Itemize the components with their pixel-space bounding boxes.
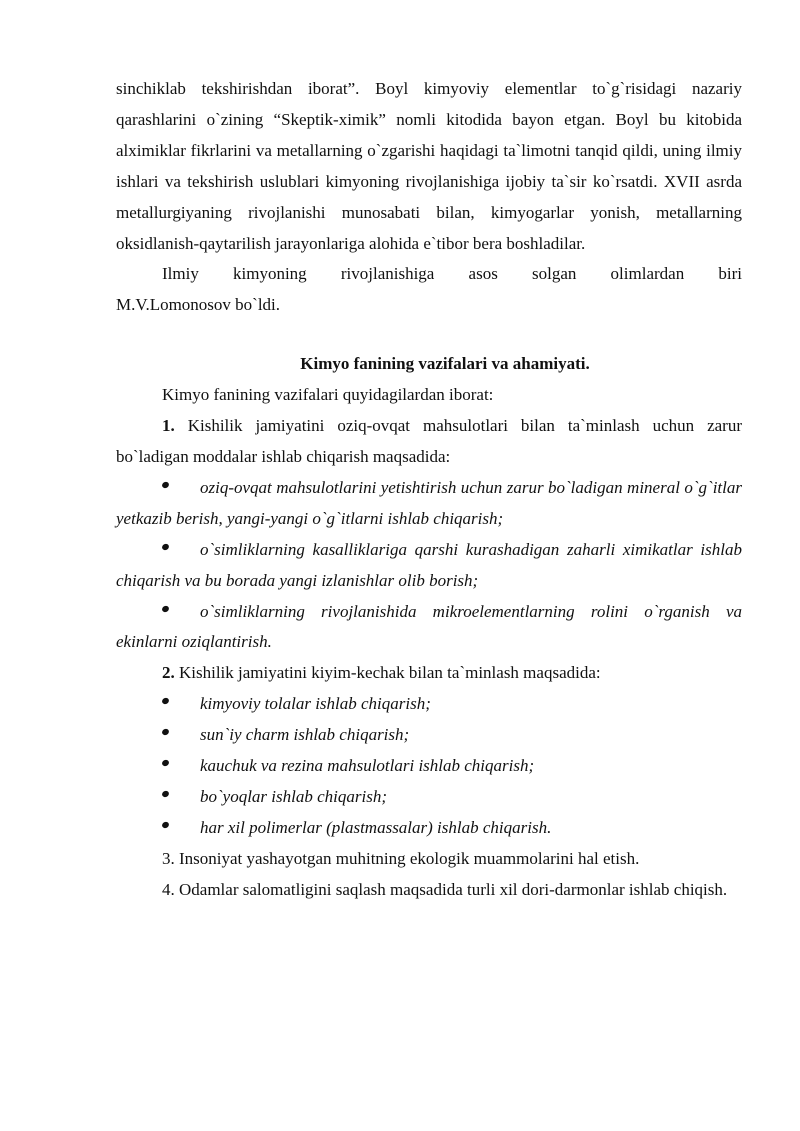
bullet-icon (161, 697, 170, 705)
bullet-icon (161, 759, 170, 767)
bullet-item (116, 597, 742, 659)
bullet-icon (161, 604, 170, 612)
bullet-item (116, 751, 742, 782)
bullet-item (116, 720, 742, 751)
bullet-text: o`simliklarning kasalliklariga qarshi kurashadigan zaharli ximikatlar ishlab chiqarish va bu borada yangi izlanishlar olib borish; (116, 539, 742, 590)
bullet-text: bo`yoqlar ishlab chiqarish; (200, 786, 387, 806)
bullet-text: kauchuk va rezina mahsulotlari ishlab chiqarish; (200, 756, 535, 776)
bullet-text: o`simliklarning rivojlanishida mikroelementlarning rolini o`rganish va ekinlarni oziqlantirish. (116, 601, 742, 652)
bullet-item (116, 813, 742, 844)
task-item-3: 3. Insoniyat yashayotgan muhitning ekologik muammolarini hal etish. (162, 848, 640, 868)
bullet-text: har xil polimerlar (plastmassalar) ishlab chiqarish. (200, 817, 552, 837)
bullet-item (116, 535, 742, 597)
task-item-2-text: Kishilik jamiyatini kiyim-kechak bilan ta`minlash maqsadida: (174, 663, 601, 683)
task-item-1 (116, 411, 742, 473)
bullet-item (116, 473, 742, 535)
section-intro: Kimyo fanining vazifalari quyidagilardan iborat: (162, 385, 494, 405)
spacer (116, 321, 742, 349)
task-item-1-text: Kishilik jamiyatini oziq-ovqat mahsulotlari bilan ta`minlash uchun zarur bo`ladigan moddalar ishlab chiqarish maqsadida: (116, 416, 742, 466)
bullet-text: oziq-ovqat mahsulotlarini yetishtirish uchun zarur bo`ladigan mineral o`g`itlar yetkazib berish, yangi-yangi o`g`itlarni ishlab chiqarish; (116, 477, 742, 528)
task-item-2-number: 2. (162, 663, 175, 683)
bullet-item (116, 689, 742, 720)
bullet-icon (161, 821, 170, 829)
bullet-text: sun`iy charm ishlab chiqarish; (200, 725, 410, 745)
bullet-item (116, 782, 742, 813)
bullet-icon (161, 728, 170, 736)
paragraph-boyl: sinchiklab tekshirishdan iborat”. Boyl kimyoviy elementlar to`g`risidagi nazariy qarashlarini o`zining “Skeptik-ximik” nomli kitodida bayon etgan. Boyl bu kitobida alximiklar fikrlarini va metallarning o`zgarishi haqidagi ta`limotni tanqid qildi, uning ilmiy ishlari va tekshirish uslublari kimyoning rivojlanishiga ijobiy ta`sir ko`rsatdi. XVII asrda metallurgiyaning rivojlanishi munosabati bilan, kimyogarlar yonish, metallarning oksidlanish-qaytarilish jarayonlariga alohida e`tibor bera boshladilar. (116, 79, 742, 253)
section-title: Kimyo fanining vazifalari va ahamiyati. (300, 354, 590, 374)
task-item-4: 4. Odamlar salomatligini saqlash maqsadida turli xil dori-darmonlar ishlab chiqish. (162, 879, 728, 899)
paragraph-lomonosov-line1: Ilmiy kimyoning rivojlanishiga asos solgan olimlardan biri (162, 264, 742, 284)
bullet-text: kimyoviy tolalar ishlab chiqarish; (200, 694, 431, 714)
bullet-icon (161, 542, 170, 550)
paragraph-lomonosov-line2: M.V.Lomonosov bo`ldi. (116, 295, 281, 315)
bullet-icon (161, 790, 170, 798)
bullet-icon (161, 481, 170, 489)
task-item-2 (116, 658, 742, 689)
task-item-1-number: 1. (162, 416, 175, 436)
page-content (116, 74, 742, 906)
